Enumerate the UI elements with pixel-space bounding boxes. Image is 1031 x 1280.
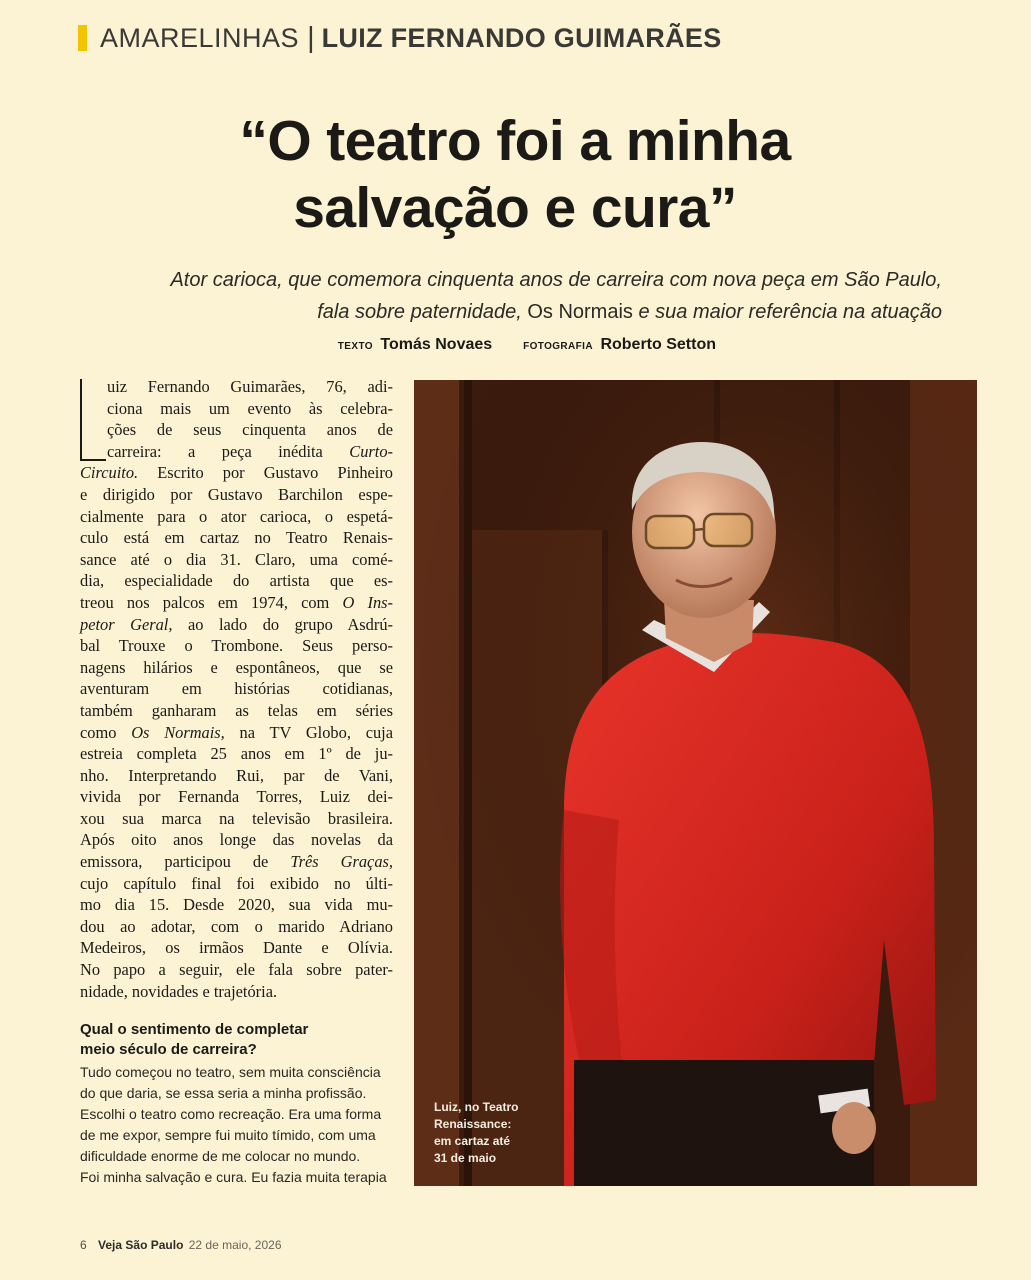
page-number: 6 xyxy=(80,1238,87,1252)
glasses-left-lens xyxy=(646,516,694,548)
body-text: carreira: a peça inédita xyxy=(107,441,350,461)
glasses-bridge xyxy=(694,529,704,530)
body-line: ções de seus cinquenta anos de xyxy=(107,420,393,440)
headline xyxy=(60,108,970,242)
standfirst-show-title: Os Normais xyxy=(527,301,633,323)
portrait-photo xyxy=(414,380,977,1186)
body-line: Medeiros, os irmãos Dante e Olívia. xyxy=(80,938,393,958)
caption-line: Luiz, no Teatro xyxy=(434,1100,519,1114)
body-line: dou ao adotar, com o marido Adriano xyxy=(80,916,393,936)
body-line: vivida por Fernanda Torres, Luiz dei- xyxy=(80,787,393,807)
body-line xyxy=(80,614,393,636)
caption-line: em cartaz até xyxy=(434,1134,511,1148)
body-line: Após oito anos longe das novelas da xyxy=(80,830,393,850)
standfirst-line-1-text: Ator carioca, que comemora cinquenta anos de carreira com nova peça em São Paulo, xyxy=(170,269,942,291)
photo-credit-label: FOTOGRAFIA xyxy=(523,341,593,352)
body-line: dia, especialidade do artista que es- xyxy=(80,571,393,591)
caption-line: 31 de maio xyxy=(434,1151,497,1165)
section-accent-bar xyxy=(78,25,87,51)
body-line: nagens hilários e espontâneos, que se xyxy=(80,657,393,677)
body-line: e dirigido por Gustavo Barchilon espe- xyxy=(80,484,393,504)
body-line: aventuram em histórias cotidianas, xyxy=(80,679,393,699)
body-line: mo dia 15. Desde 2020, sua vida mu- xyxy=(80,895,393,915)
body-line xyxy=(80,441,393,463)
body-line: uiz Fernando Guimarães, 76, adi- xyxy=(107,377,393,396)
standfirst-line-2 xyxy=(40,296,942,328)
body-line xyxy=(80,592,393,614)
show-title: Três Graças, xyxy=(290,852,394,872)
body-text: ao lado do grupo Asdrú- xyxy=(172,614,393,634)
article-body xyxy=(80,376,393,1002)
trousers xyxy=(574,1060,874,1186)
answer-line: dificuldade enorme de me colocar no mundo. xyxy=(80,1148,361,1164)
section-separator: | xyxy=(307,21,315,54)
play-title: Circuito. xyxy=(80,463,139,483)
standfirst-line-1 xyxy=(40,264,942,296)
section-name: AMARELINHAS xyxy=(100,22,300,53)
play-title: Curto- xyxy=(349,441,393,461)
question-line-2: meio século de carreira? xyxy=(80,1041,257,1058)
interview-question xyxy=(80,1020,380,1060)
magazine-name: Veja São Paulo xyxy=(98,1238,184,1252)
portrait-illustration xyxy=(414,380,977,1186)
body-text: na TV Globo, cuja xyxy=(224,722,394,742)
answer-line: Foi minha salvação e cura. Eu fazia muita terapia xyxy=(80,1169,387,1185)
drop-cap-l xyxy=(80,379,106,461)
section-header xyxy=(78,18,722,58)
standfirst-line-2c: e sua maior referência na atuação xyxy=(638,301,942,323)
photo-credit-author: Roberto Setton xyxy=(600,336,716,353)
body-line: nho. Interpretando Rui, par de Vani, xyxy=(80,765,393,785)
body-line: também ganharam as telas em séries xyxy=(80,700,393,720)
play-title: O Ins- xyxy=(342,592,393,612)
body-text: Escrito por Gustavo Pinheiro xyxy=(138,463,393,483)
body-line: cujo capítulo final foi exibido no últi- xyxy=(80,873,393,893)
body-line xyxy=(80,851,393,873)
body-text: emissora, participou de xyxy=(80,852,291,872)
body-line: estreia completa 25 anos em 1º de ju- xyxy=(80,744,393,764)
standfirst-line-2a: fala sobre paternidade, xyxy=(317,301,522,323)
photo-caption xyxy=(434,1099,544,1167)
body-line: xou sua marca na televisão brasileira. xyxy=(80,808,393,828)
standfirst xyxy=(40,264,942,328)
body-line: bal Trouxe o Trombone. Seus perso- xyxy=(80,636,393,656)
headline-line-2: salvação e cura” xyxy=(293,176,737,240)
credits xyxy=(80,336,716,354)
show-title: Os Normais, xyxy=(131,722,225,742)
body-line: culo está em cartaz no Teatro Renais- xyxy=(80,528,393,548)
answer-line: Tudo começou no teatro, sem muita consciência xyxy=(80,1064,381,1080)
caption-line: Renaissance: xyxy=(434,1117,512,1131)
play-title: petor Geral, xyxy=(80,614,173,634)
section-person: LUIZ FERNANDO GUIMARÃES xyxy=(321,22,722,53)
body-line: nidade, novidades e trajetória. xyxy=(80,981,278,1001)
issue-date: 22 de maio, 2026 xyxy=(188,1238,282,1252)
body-line xyxy=(80,462,393,484)
body-line: cialmente para o ator carioca, o espetá- xyxy=(80,506,393,526)
body-line: No papo a seguir, ele fala sobre pater- xyxy=(80,960,393,980)
headline-line-1: “O teatro foi a minha xyxy=(239,109,791,173)
body-line: sance até o dia 31. Claro, uma comé- xyxy=(80,549,393,569)
answer-line: de me expor, sempre fui muito tímido, com uma xyxy=(80,1127,376,1143)
body-line xyxy=(80,722,393,744)
answer-line: do que daria, se essa seria a minha profissão. xyxy=(80,1085,367,1101)
text-credit-author: Tomás Novaes xyxy=(380,336,493,353)
body-text: treou nos palcos em 1974, com xyxy=(80,592,343,612)
interview-answer xyxy=(80,1062,392,1188)
question-line-1: Qual o sentimento de completar xyxy=(80,1021,309,1038)
glasses-right-lens xyxy=(704,514,752,546)
text-credit-label: TEXTO xyxy=(337,341,373,352)
body-text: como xyxy=(80,722,132,742)
page-footer xyxy=(80,1238,282,1252)
body-line: ciona mais um evento às celebra- xyxy=(107,398,393,418)
answer-line: Escolhi o teatro como recreação. Era uma forma xyxy=(80,1106,382,1122)
hand xyxy=(832,1102,876,1154)
